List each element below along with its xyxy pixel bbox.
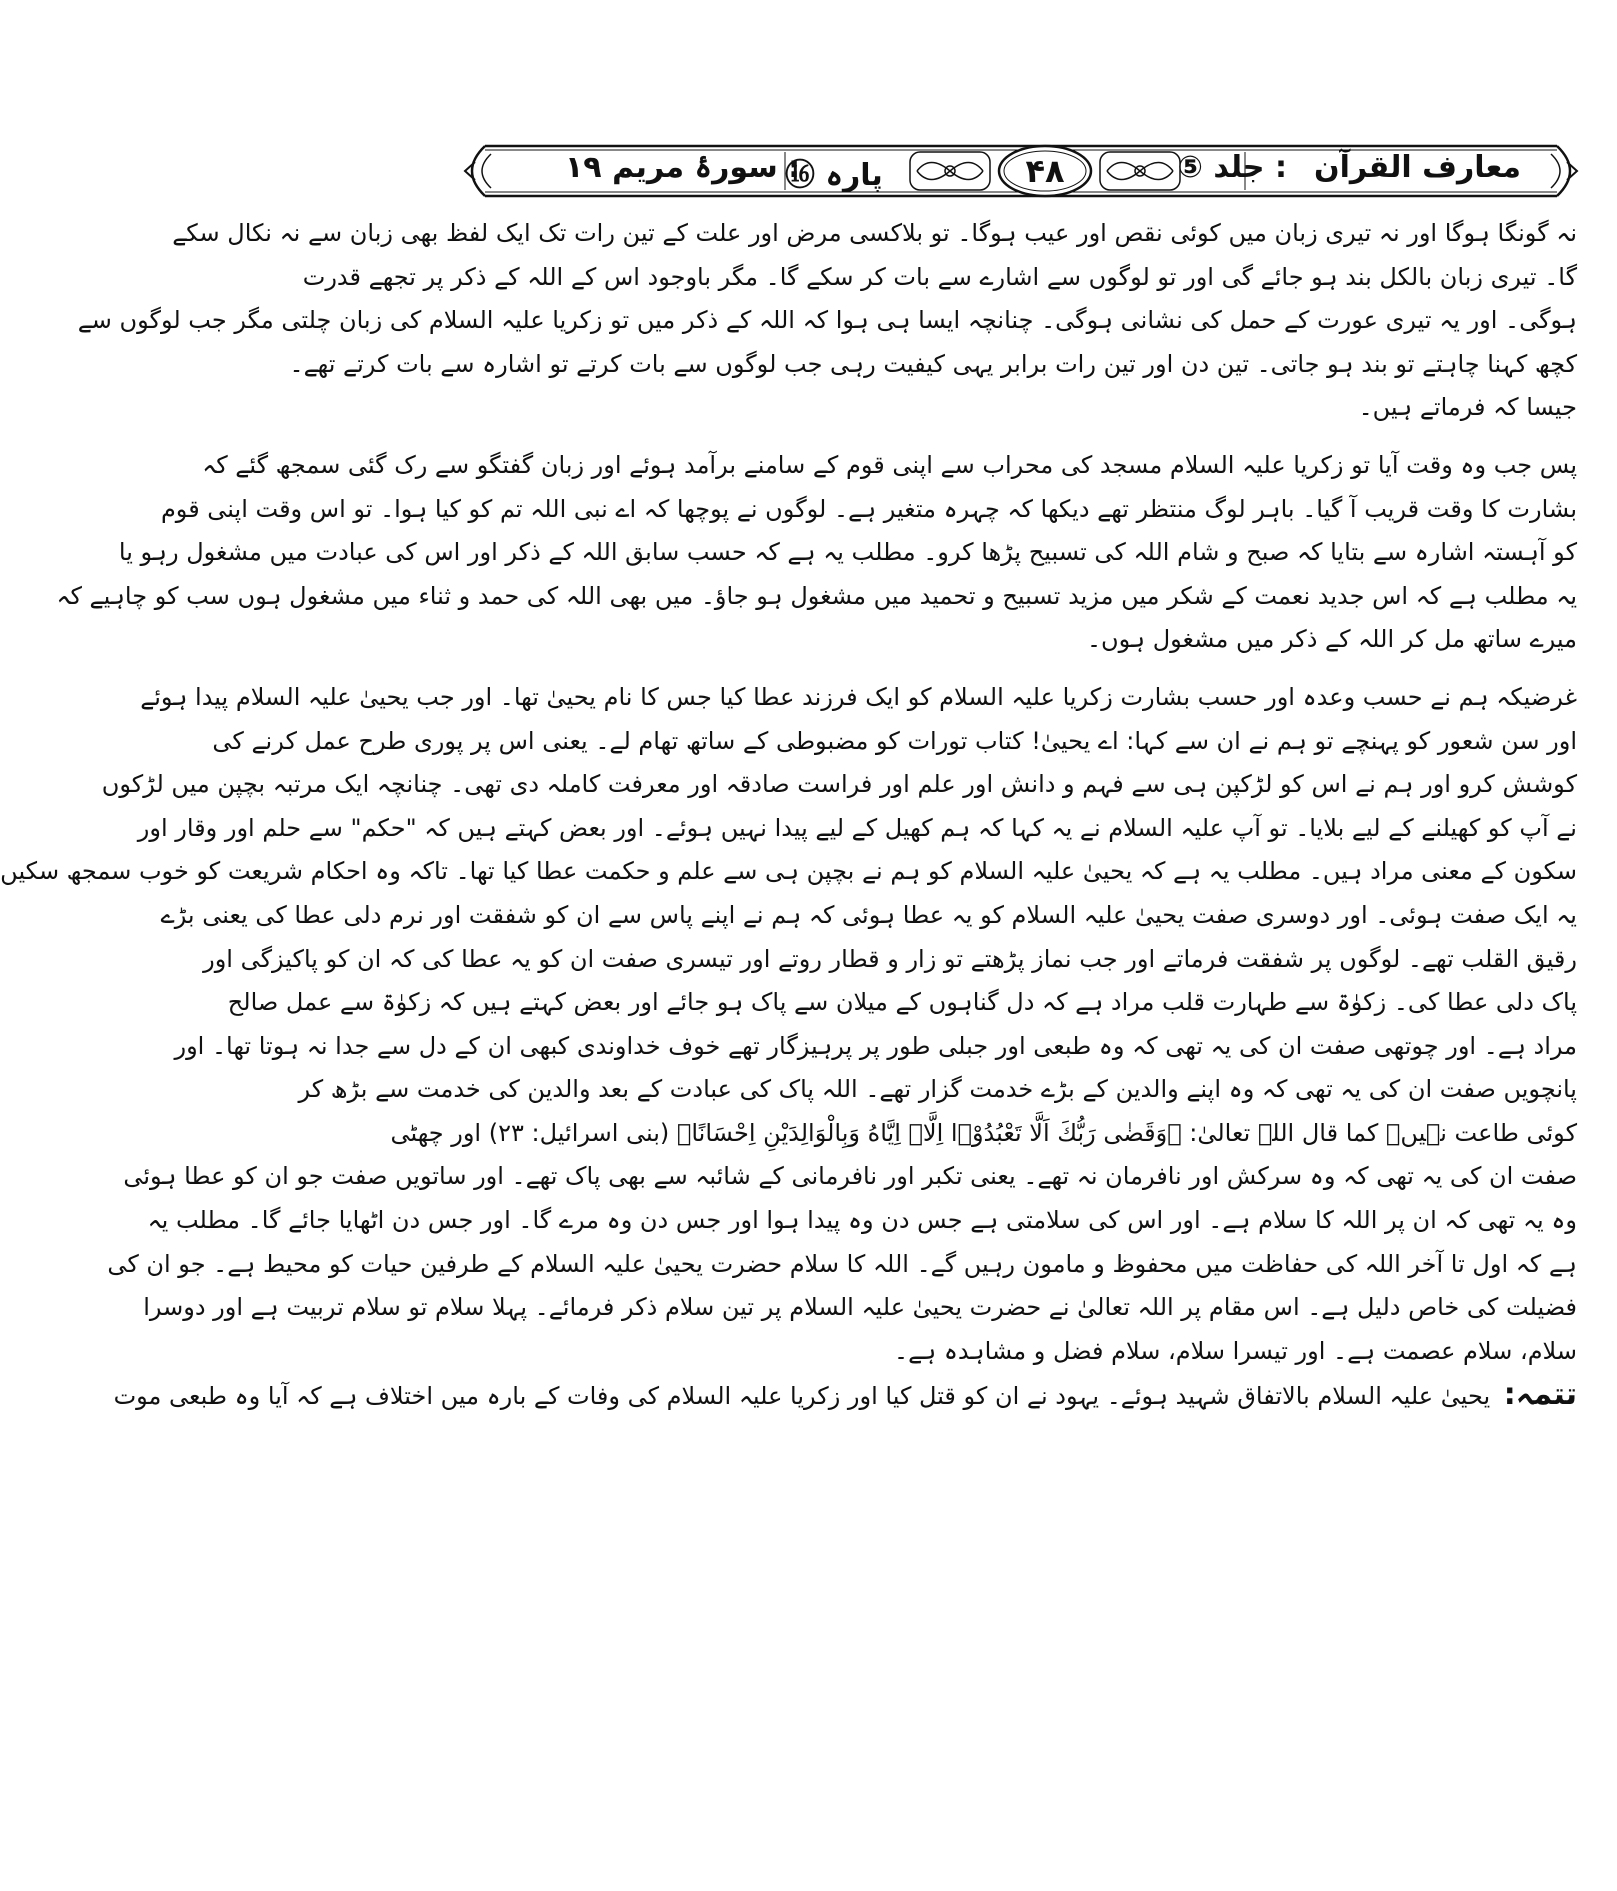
text-line: غرضیکہ ہم نے حسب وعدہ اور حسب بشارت زکریا علیہ السلام کو ایک فرزند عطا کیا جس کا نام یحییٰ تھا۔ اور جب یحییٰ علیہ السلام پیدا ہوئے <box>140 682 1577 711</box>
tatimma-heading: تتمہ: <box>1503 1377 1577 1413</box>
text-line: گا۔ تیری زبان بالکل بند ہو جائے گی اور تو لوگوں سے اشارے سے بات کر سکے گا۔ مگر باوجود اس کے اللہ کے ذکر پر تجھے قدرت <box>302 262 1577 291</box>
text-line: مراد ہے۔ اور چوتھی صفت ان کی یہ تھی کہ وہ طبعی اور جبلی طور پر پرہیزگار تھے خوف خداوندی کبھی ان کے دل سے جدا نہ ہوتا تھا۔ اور <box>174 1031 1577 1060</box>
text-line: بشارت کا وقت قریب آ گیا۔ باہر لوگ منتظر تھے دیکھا کہ چہرہ متغیر ہے۔ لوگوں نے پوچھا کہ اے نبی اللہ تم کو کیا ہوا۔ تو اس وقت اپنی قوم <box>160 494 1577 523</box>
paragraph <box>0 676 1577 1374</box>
text-line: فضیلت کی خاص دلیل ہے۔ اس مقام پر اللہ تعالیٰ نے حضرت یحییٰ علیہ السلام پر تین سلام ذکر فرمائے۔ پہلا سلام تو سلام تربیت ہے اور دوسرا <box>143 1293 1577 1322</box>
text-line: کوئی طاعت نہیں۔ کما قال اللہ تعالیٰ: ﴿وَقَضٰى رَبُّكَ اَلَّا تَعْبُدُوْۤا اِلَّاۤ اِيَّاهُ وَبِالْوَالِدَيْنِ اِحْسَانًا﴾ (بنی اسرائیل: ۲۳) اور چھٹی <box>390 1118 1577 1147</box>
tatimma-text: یحییٰ علیہ السلام بالاتفاق شہید ہوئے۔ یہود نے ان کو قتل کیا اور زکریا علیہ السلام کی وفات کے بارہ میں اختلاف ہے کہ آیا وہ طبعی موت <box>113 1382 1491 1411</box>
page-number-badge <box>1000 144 1090 198</box>
text-line: یہ ایک صفت ہوئی۔ اور دوسری صفت یحییٰ علیہ السلام کو یہ عطا ہوئی کہ ہم نے اپنے پاس سے ان کو شفقت اور نرم دلی عطا کی یعنی بڑے <box>160 900 1577 929</box>
text-line: جیسا کہ فرماتے ہیں۔ <box>1358 393 1577 422</box>
text-line: کوشش کرو اور ہم نے اس کو لڑکپن ہی سے فہم و دانش اور علم اور فراست صادقہ اور معرفت کاملہ دی تھی۔ چنانچہ ایک مرتبہ بچپن میں لڑکوں <box>101 770 1577 799</box>
text-line: پاک دلی عطا کی۔ زکوٰۃ سے طہارت قلب مراد ہے کہ دل گناہوں کے میلان سے پاک ہو جائے اور بعض کہتے ہیں کہ زکوٰۃ سے عمل صالح <box>227 988 1577 1017</box>
text-line: پانچویں صفت ان کی یہ تھی کہ وہ اپنے والدین کے بڑے خدمت گزار تھے۔ اللہ پاک کی عبادت کے بعد والدین کی خدمت سے بڑھ کر <box>298 1075 1577 1104</box>
volume-label: : جلد ⑤ <box>1177 150 1287 185</box>
page-header <box>455 140 1587 202</box>
text-line: کچھ کہنا چاہتے تو بند ہو جاتی۔ تین دن اور تین رات برابر یہی کیفیت رہی جب لوگوں سے بات کرتے تو اشارہ سے بات کرتے تھے۔ <box>289 349 1577 378</box>
text-line: میرے ساتھ مل کر اللہ کے ذکر میں مشغول ہوں۔ <box>1086 625 1577 654</box>
text-line: سکون کے معنی مراد ہیں۔ مطلب یہ ہے کہ یحییٰ علیہ السلام کو ہم نے بچپن ہی سے علم و حکمت عطا کیا تھا۔ تاکہ وہ احکام شریعت کو خوب سمجھ سکیں <box>0 857 1577 886</box>
text-line: وہ یہ تھی کہ ان پر اللہ کا سلام ہے۔ اور اس کی سلامتی ہے جس دن وہ پیدا ہوا اور جس دن وہ مرے گا۔ اور جس دن اٹھایا جائے گا۔ مطلب یہ <box>147 1206 1577 1235</box>
text-line: ہوگی۔ اور یہ تیری عورت کے حمل کی نشانی ہوگی۔ چنانچہ ایسا ہی ہوا کہ اللہ کے ذکر میں تو زکریا علیہ السلام کی زبان چلتی مگر جب لوگوں سے <box>77 306 1577 335</box>
page-number: ۴۸ <box>1025 152 1065 190</box>
book-title: معارف القرآن <box>1313 150 1521 185</box>
text-line: پس جب وہ وقت آیا تو زکریا علیہ السلام مسجد کی محراب سے اپنی قوم کے سامنے برآمد ہوئے اور زبان گفتگو سے رک گئی سمجھ گئے کہ <box>202 450 1577 479</box>
paragraph <box>56 444 1577 662</box>
text-line: نے آپ کو کھیلنے کے لیے بلایا۔ تو آپ علیہ السلام نے یہ کہا کہ ہم کھیل کے لیے پیدا نہیں ہوئے۔ اور بعض کہتے ہیں کہ "حکم" سے حلم اور وقار اور <box>137 813 1577 842</box>
text-line: ہے کہ اول تا آخر اللہ کی حفاظت میں محفوظ و مامون رہیں گے۔ اللہ کا سلام حضرت یحییٰ علیہ السلام کے طرفین حیات کو محیط ہے۔ جو ان کی <box>107 1249 1577 1278</box>
paragraph <box>77 212 1577 430</box>
text-line: سلام، سلام عصمت ہے۔ اور تیسرا سلام، سلام فضل و مشاہدہ ہے۔ <box>894 1336 1577 1365</box>
text-line: صفت ان کی یہ تھی کہ وہ سرکش اور نافرمان نہ تھے۔ یعنی تکبر اور نافرمانی کے شائبہ سے بھی پاک تھے۔ اور ساتویں صفت جو ان کو عطا ہوئی <box>123 1162 1577 1191</box>
tatimma-line <box>113 1373 1577 1417</box>
text-line: یہ مطلب ہے کہ اس جدید نعمت کے شکر میں مزید تسبیح و تحمید میں مشغول ہو جاؤ۔ میں بھی اللہ کی حمد و ثناء میں مشغول ہوں سب کو چاہیے کہ <box>56 581 1577 610</box>
text-line: رقیق القلب تھے۔ لوگوں پر شفقت فرماتے اور جب نماز پڑھتے تو زار و قطار روتے اور تیسری صفت ان کو یہ عطا کی کہ ان کو پاکیزگی اور <box>203 944 1577 973</box>
text-line: نہ گونگا ہوگا اور نہ تیری زبان میں کوئی نقص اور عیب ہوگا۔ تو بلاکسی مرض اور علت کے تین رات تک ایک لفظ بھی زبان سے نہ نکال سکے <box>172 219 1577 247</box>
surah-label: : سورۂ مریم ۱۹ <box>565 150 801 185</box>
page-body <box>0 212 1577 1417</box>
text-line: کو آہستہ اشارہ سے بتایا کہ صبح و شام اللہ کی تسبیح پڑھا کرو۔ مطلب یہ ہے کہ حسب سابق اللہ کے ذکر اور اس کی عبادت میں مشغول رہو یا <box>118 538 1577 567</box>
para-label: پارہ ⑯ <box>785 158 883 193</box>
text-line: اور سن شعور کو پہنچے تو ہم نے ان سے کہا: اے یحییٰ! کتاب تورات کو مضبوطی کے ساتھ تھام لے۔ یعنی اس پر پوری طرح عمل کرنے کی <box>212 726 1577 755</box>
